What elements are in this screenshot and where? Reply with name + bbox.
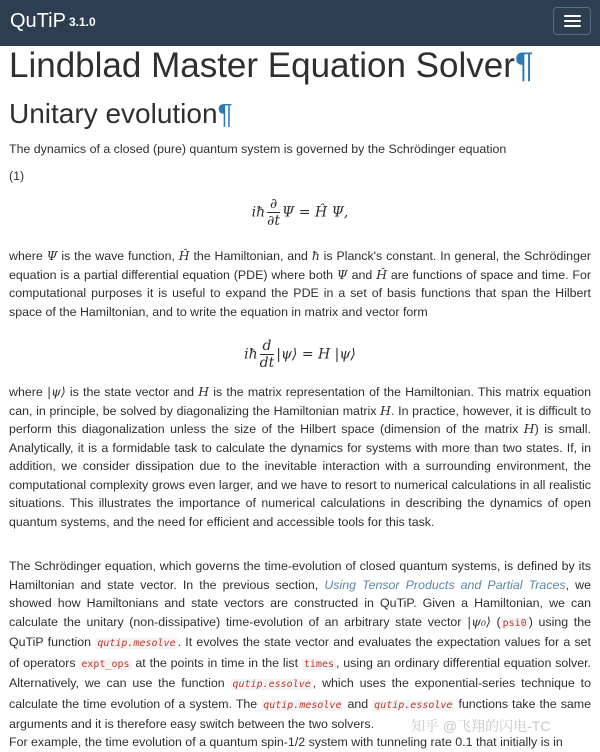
schrodinger-equation: iħ $\frac{\partial}{\partial t}$ Ψ = Ĥ Ψ, xyxy=(251,196,349,229)
mesolve-link-2[interactable]: qutip.mesolve xyxy=(263,699,342,711)
page-title: Lindblad Master Equation Solver¶ xyxy=(9,46,534,85)
mesolve-link[interactable]: qutip.mesolve xyxy=(97,638,176,649)
intro-paragraph: The dynamics of a closed (pure) quantum system is governed by the Schrödinger equation xyxy=(9,142,507,156)
essolve-link[interactable]: qutip.essolve xyxy=(232,679,311,690)
section-permalink[interactable]: ¶ xyxy=(217,98,233,129)
mesolve-paragraph: The Schrödinger equation, which governs the time-evolution of closed quantum systems, is defined by its Hamiltonian and state vector. In the previous section, Using Tensor Products and Partial Traces, we showed how Hamiltonians and state vectors are constructed in QuTiP. Given a Hamiltonian, we can calculate the unitary (non-dissipative) time-evolution of an arbitrary state vector |ψ₀⟩ ( psi0 ) using the QuTiP function qutip.mesolve . It evolves the state vector and evaluates the expectation values for a set of operators expt_ops at the points in time in the list times , using an ordinary differential equation solver. Alternatively, we can use the function qutip.essolve , which uses the exponential-series technique to calculate the time evolution of a system. The qutip.mesolve and qutip.essolve functions take the same arguments and it is therefore easy switch between the two solvers. xyxy=(9,559,592,731)
title-permalink[interactable]: ¶ xyxy=(514,46,534,85)
version-label: 3.1.0 xyxy=(69,15,96,29)
brand-link[interactable]: QuTiP xyxy=(10,10,66,32)
example-paragraph: For example, the time evolution of a quantum spin-1/2 system with tunneling rate 0.1 that initially is in xyxy=(9,735,563,749)
matrix-equation: iħ $\frac{d}{dt}$ |ψ⟩ = H |ψ⟩ xyxy=(244,338,356,371)
equation-number: (1) xyxy=(9,169,25,183)
menu-toggle-button[interactable] xyxy=(553,7,591,35)
wavefunction-paragraph: where Ψ is the wave function, Ĥ the Hamiltonian, and ħ is Planck's constant. In general, the Schrödinger equation is a partial differential equation (PDE) where both Ψ and Ĥ are functions of space and time. For computational purposes it is useful to expand the PDE in a set of basis functions that span the Hilbert space of the Hamiltonian, and to write the equation in matrix and vector form xyxy=(9,248,591,319)
navbar xyxy=(0,0,600,46)
hamburger-icon xyxy=(564,15,581,17)
code-expt-ops: expt_ops xyxy=(81,658,130,670)
watermark-text: 知乎 @飞翔的闪电-TC xyxy=(411,718,551,734)
code-times: times xyxy=(303,658,334,670)
code-psi0: psi0 xyxy=(502,617,527,629)
section-heading: Unitary evolution¶ xyxy=(9,98,233,129)
essolve-link-2[interactable]: qutip.essolve xyxy=(374,699,453,711)
state-vector-paragraph: where |ψ⟩ is the state vector and H is the matrix representation of the Hamiltonian. This matrix equation can, in principle, be solved by diagonalizing the Hamiltonian matrix H. In practice, however, it is difficult to perform this diagonalization unless the size of the Hilbert space (dimension of the matrix H) is small. Analytically, it is a formidable task to calculate the dynamics for systems with more than two states. If, in addition, we consider dissipation due to the inevitable interaction with a surrounding environment, the computational complexity grows even larger, and we have to resort to numerical calculations in all realistic situations. This illustrates the importance of numerical calculations in describing the dynamics of open quantum systems, and the need for efficient and accessible tools for this task. xyxy=(9,384,591,529)
tensor-products-link[interactable]: Using Tensor Products and Partial Traces xyxy=(324,577,566,592)
